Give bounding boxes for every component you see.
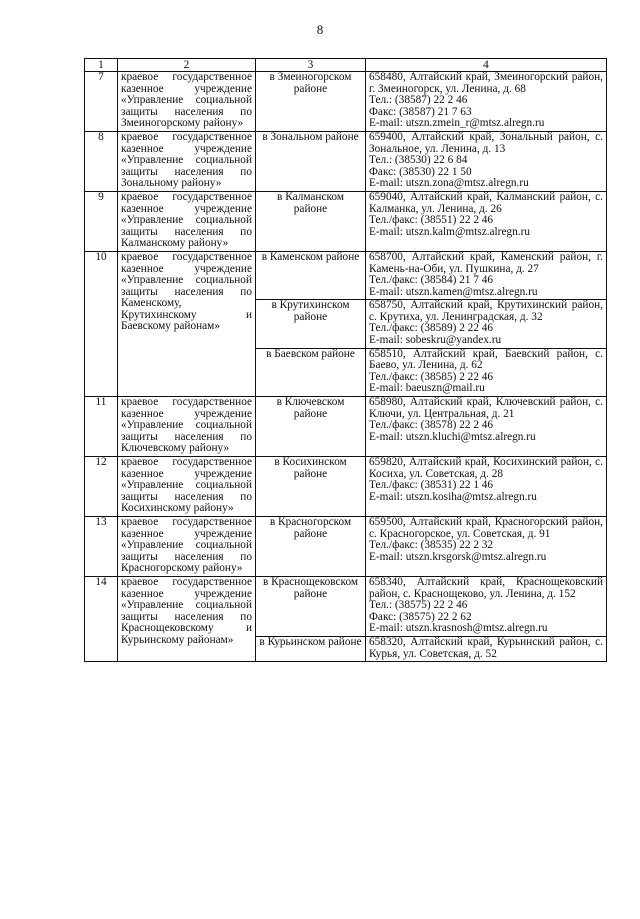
address-contacts-cell: [366, 348, 607, 396]
email-line: E-mail: utszn.krsgorsk@mtsz.alregn.ru: [369, 550, 547, 563]
phone-line: Тел.: (38530) 22 6 84: [369, 154, 468, 167]
row-number: 13: [85, 516, 118, 576]
row-number: 7: [85, 72, 118, 132]
email-line: E-mail: utszn.zmein_r@mtsz.alregn.ru: [369, 117, 545, 130]
phone-line: Тел./факс: (38535) 22 2 32: [369, 539, 494, 552]
address-contacts-cell: [366, 300, 607, 348]
table-body: [85, 72, 607, 662]
row-number: 10: [85, 251, 118, 396]
phone-line: Тел./факс: (38585) 2 22 46: [369, 370, 494, 383]
address-line: 658480, Алтайский край, Змеиногорский район, г. Змеиногорск, ул. Ленина, д. 68: [369, 71, 603, 95]
row-number: 12: [85, 457, 118, 517]
column-header: 1: [85, 59, 118, 72]
table-row: [85, 191, 607, 251]
email-line: E-mail: baeuszn@mail.ru: [369, 382, 485, 395]
address-line: 659820, Алтайский край, Косихинский район, с. Косиха, ул. Советская, д. 28: [369, 456, 603, 480]
address-line: 658700, Алтайский край, Каменский район, г. Камень-на-Оби, ул. Пушкина, д. 27: [369, 250, 603, 275]
organization-name: краевое государственное казенное учреждение «Управление социальной защиты населения по Красногорскому району»: [118, 516, 256, 576]
district-cell: в Краснощековском районе: [256, 576, 366, 636]
phone-line: Тел.: (38587) 22 2 46: [369, 94, 468, 107]
district-cell: в Ключевском районе: [256, 397, 366, 457]
offices-table: [84, 58, 607, 662]
organization-name: краевое государственное казенное учреждение «Управление социальной защиты населения по Змеиногорскому району»: [118, 72, 256, 132]
row-number: 14: [85, 576, 118, 661]
address-line: 658510, Алтайский край, Баевский район, с. Баево, ул. Ленина, д. 62: [369, 347, 603, 372]
address-contacts-cell: [366, 72, 607, 132]
phone-line: Факс: (38587) 21 7 63: [369, 105, 472, 118]
address-contacts-cell: [366, 636, 607, 661]
address-line: 658320, Алтайский край, Курьинский район, с. Курья, ул. Советская, д. 52: [369, 635, 603, 660]
address-line: 659400, Алтайский край, Зональный район, с. Зональное, ул. Ленина, д. 13: [369, 130, 603, 155]
address-contacts-cell: [366, 251, 607, 299]
email-line: E-mail: utszn.krasnosh@mtsz.alregn.ru: [369, 622, 548, 635]
district-cell: в Каменском районе: [256, 251, 366, 299]
address-line: 658980, Алтайский край, Ключевский район, с. Ключи, ул. Центральная, д. 21: [369, 396, 603, 420]
organization-name: краевое государственное казенное учреждение «Управление социальной защиты населения по Краснощековскому и Курьинскому районам»: [118, 576, 256, 661]
address-contacts-cell: [366, 516, 607, 576]
email-line: E-mail: sobeskru@yandex.ru: [369, 334, 502, 347]
district-cell: в Косихинском районе: [256, 457, 366, 517]
address-line: 659500, Алтайский край, Красногорский район, с. Красногорское, ул. Советская, д. 91: [369, 515, 603, 540]
column-header: 2: [118, 59, 256, 72]
address-contacts-cell: [366, 131, 607, 191]
phone-line: Тел.: (38575) 22 2 46: [369, 599, 468, 612]
district-cell: в Зональном районе: [256, 131, 366, 191]
district-cell: в Красногорском районе: [256, 516, 366, 576]
district-cell: в Баевском районе: [256, 348, 366, 396]
phone-line: Факс: (38575) 22 2 62: [369, 610, 472, 623]
address-contacts-cell: [366, 576, 607, 636]
address-contacts-cell: [366, 191, 607, 251]
page-number: 8: [316, 22, 324, 37]
email-line: E-mail: utszn.kosiha@mtsz.alregn.ru: [369, 490, 537, 503]
phone-line: Тел./факс: (38589) 2 22 46: [369, 322, 494, 335]
organization-name: краевое государственное казенное учреждение «Управление социальной защиты населения по Ключевскому району»: [118, 397, 256, 457]
address-line: 659040, Алтайский край, Калманский район, с. Калманка, ул. Ленина, д. 26: [369, 190, 603, 215]
address-contacts-cell: [366, 457, 607, 517]
organization-name: краевое государственное казенное учреждение «Управление социальной защиты населения по Калманскому району»: [118, 191, 256, 251]
phone-line: Факс: (38530) 22 1 50: [369, 165, 472, 178]
table-row: [85, 457, 607, 517]
organization-name: краевое государственное казенное учреждение «Управление социальной защиты населения по Каменскому, Крутихинскому и Баевскому районам»: [118, 251, 256, 396]
organization-name: краевое государственное казенное учреждение «Управление социальной защиты населения по Зональному району»: [118, 131, 256, 191]
phone-line: Тел./факс: (38578) 22 2 46: [369, 419, 494, 432]
email-line: E-mail: utszn.zona@mtsz.alregn.ru: [369, 177, 529, 190]
table-row: [85, 72, 607, 132]
row-number: 9: [85, 191, 118, 251]
row-number: 8: [85, 131, 118, 191]
table-row: [85, 397, 607, 457]
phone-line: Тел./факс: (38531) 22 1 46: [369, 479, 494, 492]
address-line: 658750, Алтайский край, Крутихинский район, с. Крутиха, ул. Ленинградская, д. 32: [369, 299, 603, 323]
table-row: [85, 251, 607, 299]
district-cell: в Калманском районе: [256, 191, 366, 251]
phone-line: Тел./факс: (38584) 21 7 46: [369, 274, 494, 287]
table-row: [85, 516, 607, 576]
organization-name: краевое государственное казенное учреждение «Управление социальной защиты населения по Косихинскому району»: [118, 457, 256, 517]
column-header: 3: [256, 59, 366, 72]
column-header: 4: [366, 59, 607, 72]
email-line: E-mail: utszn.kamen@mtsz.alregn.ru: [369, 285, 538, 298]
table-row: [85, 576, 607, 636]
district-cell: в Змеиногорском районе: [256, 72, 366, 132]
address-line: 658340, Алтайский край, Краснощековский район, с. Краснощеково, ул. Ленина, д. 152: [369, 575, 603, 600]
email-line: E-mail: utszn.kalm@mtsz.alregn.ru: [369, 225, 530, 238]
phone-line: Тел./факс: (38551) 22 2 46: [369, 214, 494, 227]
row-number: 11: [85, 397, 118, 457]
table-row: [85, 131, 607, 191]
email-line: E-mail: utszn.kluchi@mtsz.alregn.ru: [369, 430, 536, 443]
district-cell: в Курьинском районе: [256, 636, 366, 661]
district-cell: в Крутихинском районе: [256, 300, 366, 348]
address-contacts-cell: [366, 397, 607, 457]
table-header-row: [85, 59, 607, 72]
